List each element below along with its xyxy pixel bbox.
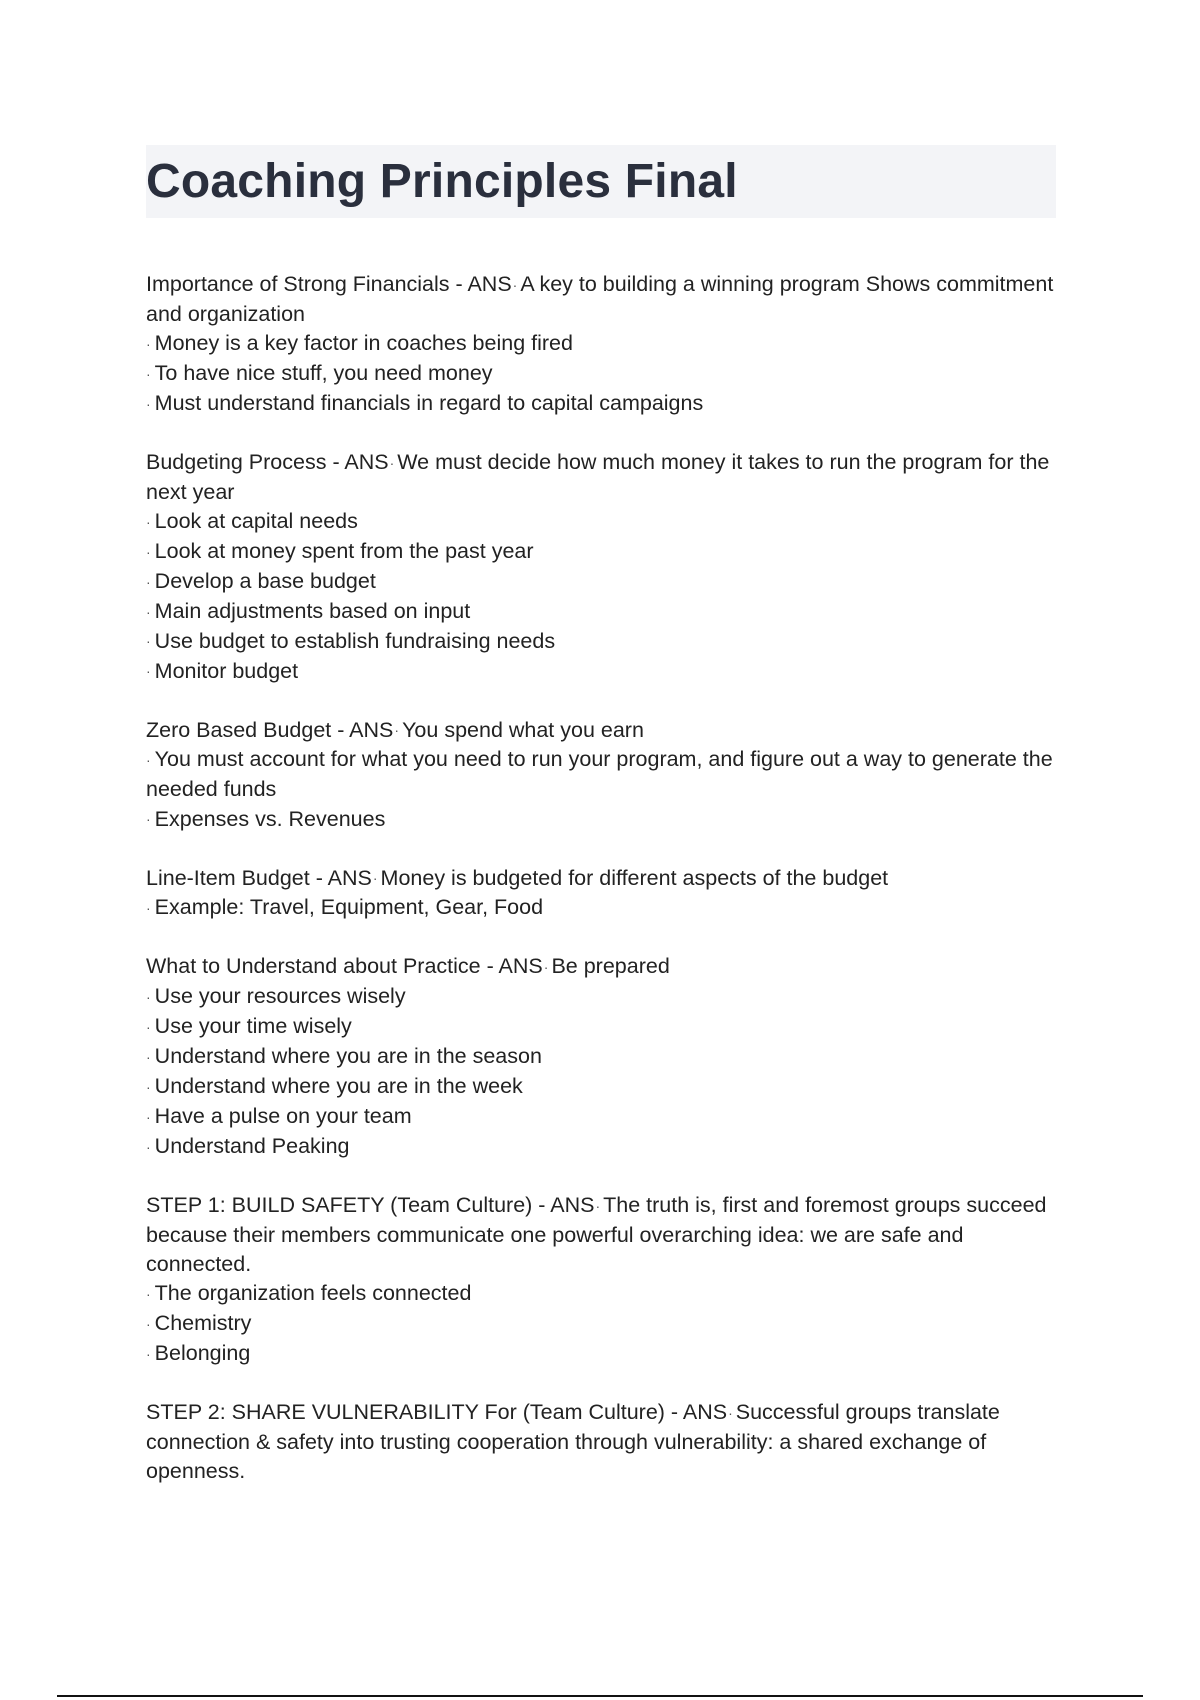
qa-line	[146, 1398, 1056, 1486]
bullet-item	[146, 805, 1056, 835]
qa-section	[146, 448, 1056, 687]
bullet-list	[146, 329, 1056, 419]
bullet-dot-icon: ·	[146, 543, 151, 560]
bullet-list	[146, 1279, 1056, 1369]
bullet-item	[146, 1132, 1056, 1162]
title-banner	[146, 145, 1056, 218]
ans-dot-icon: ·	[372, 870, 378, 887]
ans-dot-icon: ·	[543, 959, 549, 976]
bullet-item	[146, 627, 1056, 657]
bullet-item	[146, 1102, 1056, 1132]
bullet-item	[146, 745, 1056, 804]
qa-content	[146, 270, 1056, 1486]
qa-answer: Be prepared	[551, 954, 670, 979]
bullet-item	[146, 1279, 1056, 1309]
bullet-dot-icon: ·	[146, 1285, 151, 1302]
bullet-list	[146, 507, 1056, 687]
bullet-text: To have nice stuff, you need money	[154, 361, 493, 386]
qa-question: What to Understand about Practice - ANS	[146, 954, 543, 979]
qa-section	[146, 864, 1056, 924]
ans-dot-icon: ·	[394, 722, 400, 739]
qa-question: Importance of Strong Financials - ANS	[146, 272, 512, 296]
bullet-text: Use your time wisely	[154, 1014, 352, 1039]
bullet-text: Money is a key factor in coaches being fired	[154, 331, 573, 356]
bullet-list	[146, 982, 1056, 1162]
bullet-item	[146, 597, 1056, 627]
qa-line	[146, 448, 1056, 507]
bullet-item	[146, 1339, 1056, 1369]
bullet-text: Understand where you are in the week	[154, 1074, 523, 1099]
qa-answer: Money is budgeted for different aspects of the budget	[380, 865, 889, 890]
bullet-item	[146, 507, 1056, 537]
bullet-item	[146, 1309, 1056, 1339]
qa-line	[146, 864, 1056, 894]
bullet-text: Must understand financials in regard to capital campaigns	[154, 390, 704, 415]
bullet-dot-icon: ·	[146, 900, 151, 917]
qa-line	[146, 952, 1056, 982]
qa-answer: Successful groups translate connection & safety into trusting cooperation through vulnerability: a shared exchange of openness.	[146, 1399, 1000, 1484]
page-title: Coaching Principles Final	[146, 154, 738, 208]
qa-answer: The truth is, first and foremost groups succeed because their members communicate one powerful overarching idea: we are safe and connected.	[146, 1192, 1047, 1276]
bullet-text: Look at money spent from the past year	[154, 538, 534, 563]
bullet-dot-icon: ·	[146, 811, 151, 828]
bullet-list	[146, 745, 1056, 834]
bullet-dot-icon: ·	[146, 573, 151, 590]
qa-answer: We must decide how much money it takes to run the program for the next year	[146, 449, 1050, 504]
bullet-item	[146, 389, 1056, 419]
bullet-text: Main adjustments based on input	[154, 598, 471, 623]
bullet-text: The organization feels connected	[154, 1281, 472, 1306]
qa-section	[146, 1191, 1056, 1369]
footer-divider	[57, 1695, 1143, 1697]
qa-question: STEP 1: BUILD SAFETY (Team Culture) - ANS	[146, 1192, 595, 1217]
bullet-item	[146, 657, 1056, 687]
bullet-item	[146, 1012, 1056, 1042]
document-page	[146, 145, 1056, 1515]
bullet-text: Chemistry	[154, 1311, 252, 1336]
bullet-item	[146, 359, 1056, 389]
bullet-item	[146, 537, 1056, 567]
bullet-item	[146, 567, 1056, 597]
bullet-dot-icon: ·	[146, 663, 151, 680]
bullet-text: Use budget to establish fundraising needs	[154, 628, 556, 653]
qa-question: Budgeting Process - ANS	[146, 449, 389, 474]
bullet-text: Use your resources wisely	[154, 984, 406, 1009]
qa-section	[146, 952, 1056, 1161]
qa-answer: A key to building a winning program Shows commitment and organization	[146, 272, 1054, 326]
bullet-dot-icon: ·	[146, 603, 151, 620]
bullet-text: Look at capital needs	[154, 509, 358, 534]
ans-dot-icon: ·	[389, 454, 395, 471]
bullet-dot-icon: ·	[146, 752, 151, 769]
qa-question: Line-Item Budget - ANS	[146, 865, 372, 890]
qa-line	[146, 1191, 1056, 1279]
qa-line	[146, 270, 1056, 329]
bullet-item	[146, 1072, 1056, 1102]
qa-question: Zero Based Budget - ANS	[146, 717, 394, 742]
bullet-list	[146, 893, 1056, 923]
bullet-dot-icon: ·	[146, 395, 151, 412]
ans-dot-icon: ·	[728, 1404, 733, 1421]
bullet-dot-icon: ·	[146, 1018, 151, 1035]
qa-section	[146, 1398, 1056, 1486]
bullet-text: Expenses vs. Revenues	[154, 806, 386, 831]
bullet-item	[146, 329, 1056, 359]
bullet-text: Understand Peaking	[154, 1133, 350, 1158]
bullet-text: Belonging	[154, 1340, 251, 1365]
bullet-dot-icon: ·	[146, 633, 151, 650]
bullet-text: Have a pulse on your team	[154, 1103, 412, 1128]
bullet-text: Monitor budget	[154, 658, 299, 683]
qa-section	[146, 270, 1056, 419]
bullet-dot-icon: ·	[146, 513, 151, 530]
bullet-text: Develop a base budget	[154, 568, 376, 593]
bullet-dot-icon: ·	[146, 1078, 151, 1095]
bullet-dot-icon: ·	[146, 365, 151, 382]
bullet-dot-icon: ·	[146, 1048, 151, 1065]
ans-dot-icon: ·	[595, 1197, 601, 1214]
ans-dot-icon: ·	[512, 276, 518, 293]
bullet-dot-icon: ·	[146, 989, 151, 1005]
bullet-dot-icon: ·	[146, 1138, 151, 1155]
qa-question: STEP 2: SHARE VULNERABILITY For (Team Culture) - ANS	[146, 1399, 728, 1424]
qa-line	[146, 716, 1056, 746]
bullet-dot-icon: ·	[146, 335, 151, 352]
qa-section	[146, 716, 1056, 835]
bullet-text: Example: Travel, Equipment, Gear, Food	[154, 895, 544, 920]
bullet-item	[146, 893, 1056, 923]
bullet-text: You must account for what you need to run your program, and figure out a way to generate the needed funds	[146, 747, 1053, 802]
bullet-dot-icon: ·	[146, 1315, 151, 1332]
bullet-item	[146, 1042, 1056, 1072]
bullet-text: Understand where you are in the season	[154, 1044, 542, 1069]
bullet-dot-icon: ·	[146, 1108, 151, 1125]
qa-answer: You spend what you earn	[402, 717, 644, 742]
bullet-dot-icon: ·	[146, 1345, 151, 1362]
bullet-item	[146, 982, 1056, 1012]
